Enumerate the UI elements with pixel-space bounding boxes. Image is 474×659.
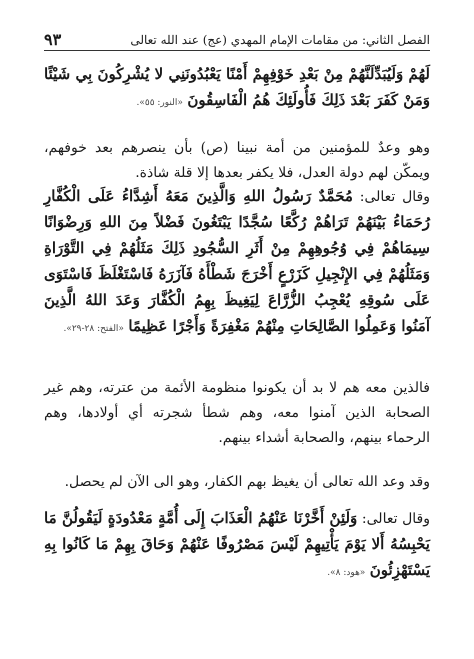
page-number: ٩٣ (44, 30, 62, 49)
verse-reference: «النور: ٥٥». (136, 98, 183, 108)
verse-reference: «الفتح: ٢٨-٢٩». (63, 324, 124, 334)
verse-intro: وقال تعالى: (357, 511, 430, 527)
verse-paragraph-fath (44, 184, 430, 342)
quran-verse: مُحَمَّدٌ رَسُولُ اللهِ وَالَّذِينَ مَعَهُ أَشِدَّاءُ عَلَى الْكُفَّارِ رُحَمَاءُ بَيْنَهُمْ تَرَاهُمْ رُكَّعًا سُجَّدًا يَبْتَغُونَ فَضْلاً مِنَ اللهِ وَرِضْوَانًا سِيمَاهُمْ فِي وُجُوهِهِمْ مِنْ أَثَرِ السُّجُودِ ذَلِكَ مَثَلُهُمْ فِي التَّوْرَاةِ وَمَثَلُهُمْ فِي الإِنْجِيلِ كَزَرْعٍ أَخْرَجَ شَطْأَهُ فَآزَرَهُ فَاسْتَغْلَظَ فَاسْتَوَى عَلَى سُوقِهِ يُعْجِبُ الزُّرَّاعَ لِيَغِيظَ بِهِمُ الْكُفَّارَ وَعَدَ اللهُ الَّذِينَ آمَنُوا وَعَمِلُوا الصَّالِحَاتِ مِنْهُمْ مَغْفِرَةً وَأَجْرًا عَظِيمًا (44, 187, 430, 335)
verse-reference: «هود: ٨». (327, 568, 366, 578)
running-header (44, 30, 430, 51)
commentary-paragraph: فالذين معه هم لا بد أن يكونوا منظومة الأئمة من عترته، وهم غير الصحابة الذين آمنوا معه، وهم شطأ شجرته أي أولادها، وهم الرحماء بينهم، والصحابة أشداء بينهم. (44, 380, 430, 446)
chapter-title: الفصل الثاني: من مقامات الإمام المهدي (عج) عند الله تعالى (130, 33, 430, 47)
commentary-paragraph: وقد وعد الله تعالى أن يغيظ بهم الكفار، وهو الى الآن لم يحصل. (64, 474, 430, 490)
quran-verse: لَهُمْ وَلَيُبَدِّلَنَّهُمْ مِنْ بَعْدِ خَوْفِهِمْ أَمْنًا يَعْبُدُونَنِي لا يُشْرِكُونَ بِي شَيْئًا وَمَنْ كَفَرَ بَعْدَ ذَلِكَ فَأُولَئِكَ هُمُ الْفَاسِقُونَ (44, 65, 430, 109)
verse-paragraph-hud (44, 506, 430, 586)
verse-intro: وقال تعالى: (352, 189, 431, 205)
commentary-paragraph: وهو وعدٌ للمؤمنين من أمة نبينا (ص) بأن ينصرهم بعد خوفهم، ويمكّن لهم دولة العدل، فلا يكفر بعدها إلا قلة شاذة. (44, 140, 430, 181)
quran-verse: وَلَئِنْ أَخَّرْنَا عَنْهُمُ الْعَذَابَ إِلَى أُمَّةٍ مَعْدُودَةٍ لَيَقُولُنَّ مَا يَحْبِسُهُ أَلا يَوْمَ يَأْتِيهِمْ لَيْسَ مَصْرُوفًا عَنْهُمْ وَحَاقَ بِهِمْ مَا كَانُوا بِهِ يَسْتَهْزِئُونَ (44, 509, 430, 579)
verse-continuation-nur (44, 62, 430, 116)
